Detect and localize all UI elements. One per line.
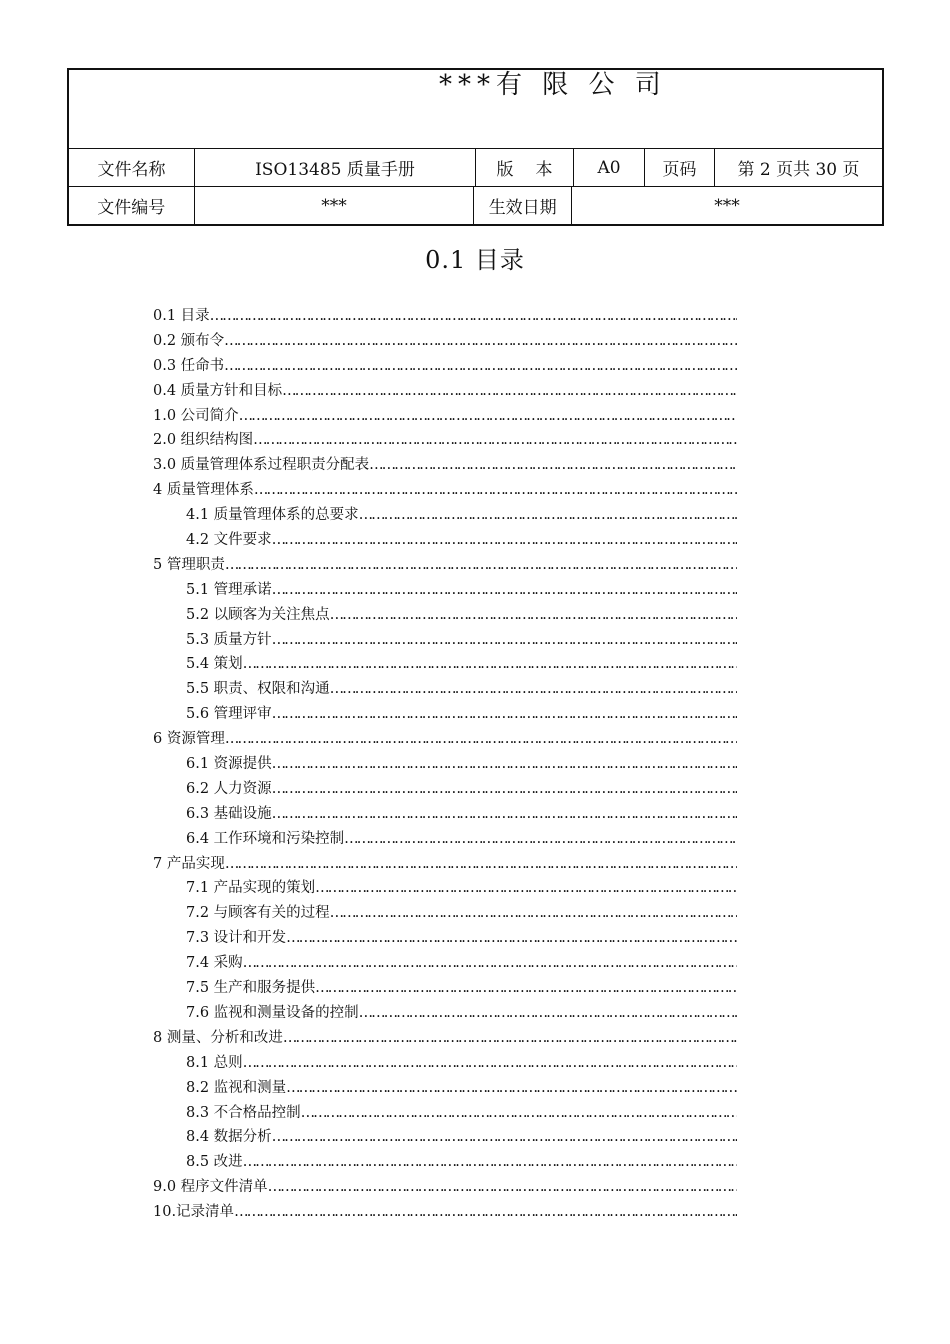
version-value: A0 [574,149,645,186]
toc-entry-label: 6.2 人力资源 [186,780,272,797]
toc-entry-label: 6.4 工作环境和污染控制 [186,830,345,847]
toc-entry[interactable] [153,379,737,404]
toc-entry[interactable] [153,1051,737,1076]
toc-entry[interactable] [153,628,737,653]
toc-entry[interactable] [153,802,737,827]
toc-dot-leader [243,1150,737,1175]
toc-entry[interactable] [153,329,737,354]
toc-dot-leader [272,628,737,653]
toc-entry-label: 0.4 质量方针和目标 [153,382,283,399]
toc-entry-label: 4.1 质量管理体系的总要求 [186,507,359,524]
toc-entry-label: 2.0 组织结构图 [153,432,254,449]
toc-entry-label: 4 质量管理体系 [153,482,254,499]
toc-entry-label: 7 产品实现 [153,855,225,872]
page-label: 页码 [645,149,715,186]
toc-dot-leader [210,304,737,329]
toc-entry[interactable] [153,578,737,603]
header-row-1 [69,149,882,187]
toc-entry-label: 5.2 以顾客为关注焦点 [186,606,330,623]
toc-entry-label: 3.0 质量管理体系过程职责分配表 [153,457,370,474]
toc-entry-label: 7.6 监视和测量设备的控制 [186,1004,359,1021]
toc-dot-leader [272,578,737,603]
toc-entry-label: 0.2 颁布令 [153,332,225,349]
toc-dot-leader [268,1175,737,1200]
toc-dot-leader [272,802,737,827]
toc-entry-label: 8.4 数据分析 [186,1129,272,1146]
toc-entry[interactable] [153,652,737,677]
toc-entry[interactable] [153,1001,737,1026]
toc-dot-leader [272,528,737,553]
toc-dot-leader [224,354,737,379]
toc-entry[interactable] [153,428,737,453]
toc-entry[interactable] [153,304,737,329]
toc-dot-leader [283,1026,737,1051]
toc-entry-label: 6.3 基础设施 [186,805,272,822]
toc-entry[interactable] [153,876,737,901]
file-name-label: 文件名称 [69,149,195,186]
toc-dot-leader [254,478,737,503]
toc-entry[interactable] [153,453,737,478]
toc-entry[interactable] [153,1200,737,1225]
header-row-2 [69,187,882,224]
toc-dot-leader [272,752,737,777]
toc-entry[interactable] [153,777,737,802]
toc-entry-label: 7.1 产品实现的策划 [186,880,316,897]
toc-entry[interactable] [153,603,737,628]
toc-entry[interactable] [153,553,737,578]
toc-entry-label: 1.0 公司简介 [153,407,239,424]
toc-entry-label: 5 管理职责 [153,556,225,573]
toc-entry-label: 8.1 总则 [186,1054,243,1071]
toc-dot-leader [330,901,737,926]
toc-dot-leader [243,652,737,677]
toc-entry[interactable] [153,827,737,852]
toc-dot-leader [243,951,737,976]
toc-dot-leader [225,553,737,578]
toc-entry-label: 0.1 目录 [153,308,210,324]
page-value: 第 2 页共 30 页 [737,160,860,180]
toc-dot-leader [315,876,737,901]
toc-entry[interactable] [153,354,737,379]
toc-entry[interactable] [153,852,737,877]
toc-dot-leader [224,329,737,354]
toc-entry[interactable] [153,677,737,702]
toc-dot-leader [330,677,737,702]
toc-entry-label: 9.0 程序文件清单 [153,1179,268,1196]
toc-entry-label: 5.4 策划 [186,656,243,673]
toc-dot-leader [330,603,737,628]
toc-entry[interactable] [153,926,737,951]
toc-dot-leader [282,379,737,404]
toc-entry[interactable] [153,976,737,1001]
toc-dot-leader [243,1051,737,1076]
file-code-label: 文件编号 [69,187,195,224]
toc-entry[interactable] [153,727,737,752]
toc-entry-label: 6.1 资源提供 [186,756,272,773]
toc-dot-leader [359,503,737,528]
toc-dot-leader [359,1001,737,1026]
toc-dot-leader [272,777,737,802]
toc-entry[interactable] [153,752,737,777]
company-row [69,70,882,149]
toc-entry[interactable] [153,478,737,503]
toc-entry[interactable] [153,1101,737,1126]
company-name: ***有 限 公 司 [439,70,667,100]
toc-entry-label: 8 测量、分析和改进 [153,1029,283,1046]
toc-dot-leader [344,827,737,852]
toc-entry-label: 8.2 监视和测量 [186,1079,287,1096]
toc-entry[interactable] [153,702,737,727]
toc-dot-leader [369,453,737,478]
toc-entry-label: 7.3 设计和开发 [186,930,287,947]
toc-entry-label: 5.3 质量方针 [186,631,272,648]
version-label: 版本 [476,149,574,186]
toc-entry-label: 8.3 不合格品控制 [186,1104,301,1121]
toc-entry-label: 7.2 与顾客有关的过程 [186,905,330,922]
toc-entry-label: 7.5 生产和服务提供 [186,980,316,997]
toc-entry-label: 8.5 改进 [186,1154,243,1171]
toc-entry[interactable] [153,1076,737,1101]
file-name-value: ISO13485 质量手册 [195,149,476,186]
toc-dot-leader [286,926,737,951]
toc-entry-label: 0.3 任命书 [153,357,225,374]
toc-dot-leader [315,976,737,1001]
toc-dot-leader [225,852,737,877]
toc-entry[interactable] [153,901,737,926]
toc-entry[interactable] [153,1175,737,1200]
toc-dot-leader [239,404,737,429]
toc-dot-leader [234,1200,737,1225]
toc-entry-label: 10.记录清单 [153,1204,235,1221]
toc-entry[interactable] [153,404,737,429]
effective-date-label: 生效日期 [474,187,572,224]
toc-entry[interactable] [153,528,737,553]
toc-entry-label: 5.6 管理评审 [186,706,272,723]
toc-entry[interactable] [153,1125,737,1150]
file-code-value: *** [195,187,475,224]
toc-entry[interactable] [153,1026,737,1051]
toc-entry-label: 4.2 文件要求 [186,532,272,549]
effective-date-value: *** [714,195,740,216]
toc-entry-label: 5.5 职责、权限和沟通 [186,681,330,698]
toc-entry[interactable] [153,1150,737,1175]
toc-entry-label: 6 资源管理 [153,731,225,748]
table-of-contents [153,304,737,1225]
toc-dot-leader [225,727,737,752]
toc-entry-label: 7.4 采购 [186,955,243,972]
toc-dot-leader [272,702,737,727]
toc-dot-leader [301,1101,737,1126]
toc-dot-leader [272,1125,737,1150]
toc-dot-leader [253,428,737,453]
page-title: 0.1 目录 [425,246,525,274]
document-header-table [67,68,884,226]
toc-entry-label: 5.1 管理承诺 [186,581,272,598]
toc-entry[interactable] [153,951,737,976]
toc-entry[interactable] [153,503,737,528]
toc-dot-leader [286,1076,737,1101]
